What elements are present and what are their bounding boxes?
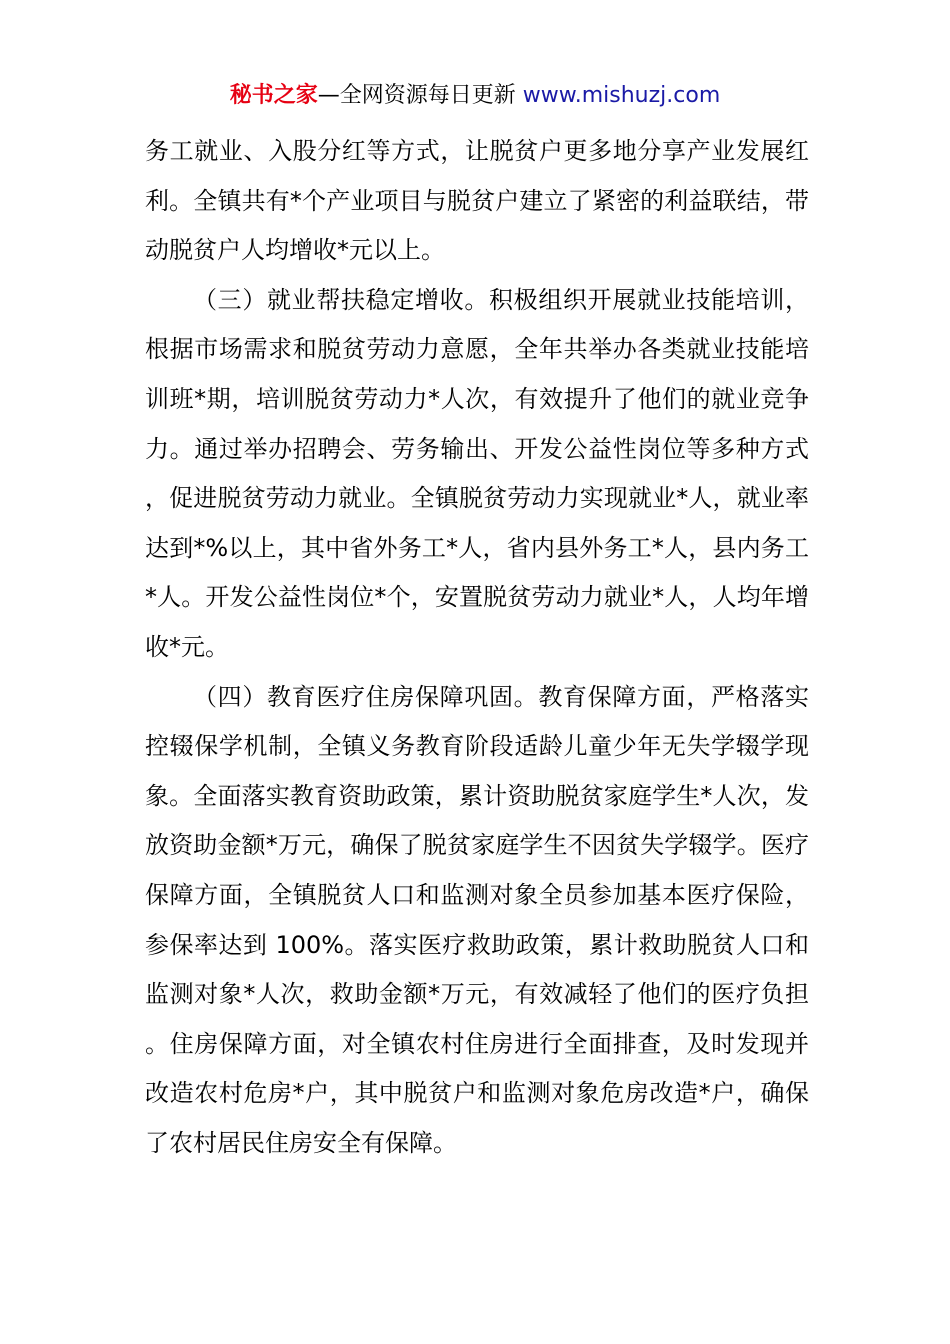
document-body (145, 127, 809, 1168)
site-url-link[interactable]: www.mishuzj.com (522, 83, 721, 108)
brand-name: 秘书之家 (229, 83, 318, 108)
header-tagline: —全网资源每日更新 (317, 83, 523, 108)
site-header (0, 78, 950, 114)
paragraph-continuation: 务工就业、入股分红等方式，让脱贫户更多地分享产业发展红利。全镇共有*个产业项目与脱贫户建立了紧密的利益联结，带动脱贫户人均增收*元以上。 (145, 137, 809, 265)
paragraph-education-medical-housing: （四）教育医疗住房保障巩固。教育保障方面，严格落实控辍保学机制，全镇义务教育阶段适龄儿童少年无失学辍学现象。全面落实教育资助政策，累计资助脱贫家庭学生*人次，发放资助金额*万元，确保了脱贫家庭学生不因贫失学辍学。医疗保障方面，全镇脱贫人口和监测对象全员参加基本医疗保险，参保率达到 100%。落实医疗救助政策，累计救助脱贫人口和监测对象*人次，救助金额*万元，有效减轻了他们的医疗负担。住房保障方面，对全镇农村住房进行全面排查，及时发现并改造农村危房*户，其中脱贫户和监测对象危房改造*户，确保了农村居民住房安全有保障。 (145, 682, 809, 1157)
paragraph-employment-support: （三）就业帮扶稳定增收。积极组织开展就业技能培训，根据市场需求和脱贫劳动力意愿，全年共举办各类就业技能培训班*期，培训脱贫劳动力*人次，有效提升了他们的就业竞争力。通过举办招聘会、劳务输出、开发公益性岗位等多种方式，促进脱贫劳动力就业。全镇脱贫劳动力实现就业*人，就业率达到*%以上，其中省外务工*人，省内县外务工*人，县内务工*人。开发公益性岗位*个，安置脱贫劳动力就业*人，人均年增收*元。 (145, 285, 809, 661)
